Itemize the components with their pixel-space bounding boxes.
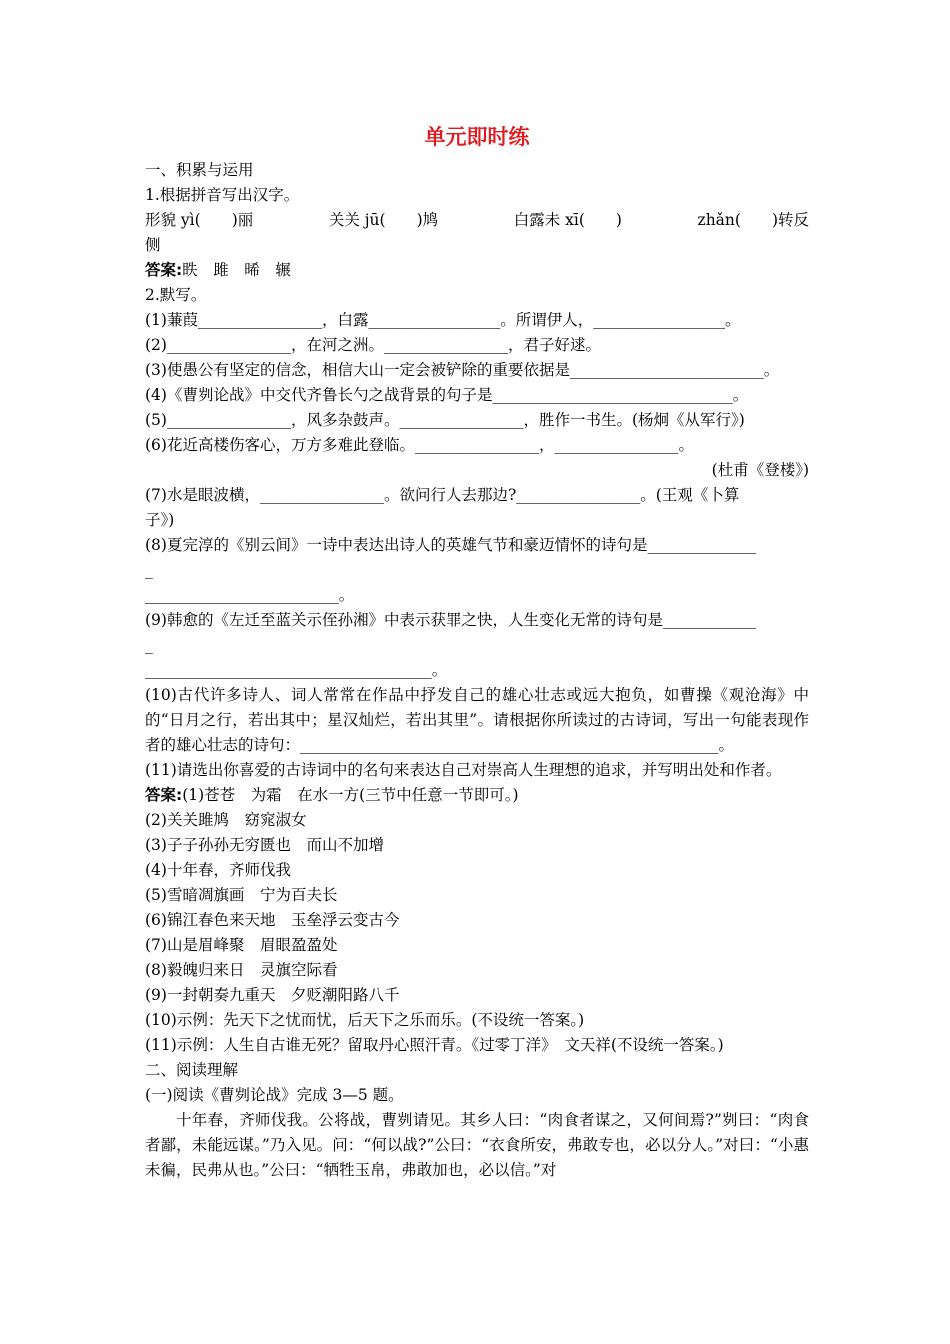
reading-heading: (一)阅读《曹刿论战》完成 3—5 题。 bbox=[145, 1086, 404, 1104]
question-1-items bbox=[145, 208, 809, 233]
question-2-answer bbox=[145, 783, 809, 808]
dictation-line-wrap: _ bbox=[145, 636, 153, 654]
answer-label: 答案: bbox=[145, 786, 183, 804]
dictation-line-wrap: _ bbox=[145, 561, 153, 579]
question-2-stem: 2.默写。 bbox=[145, 286, 207, 304]
dictation-line: (3)使愚公有坚定的信念，相信大山一定会被铲除的重要依据是_________________________。 bbox=[145, 361, 780, 379]
answer-line: (2)关关雎鸠 窈窕淑女 bbox=[145, 811, 307, 829]
pinyin-item: 白露未 xī( ) bbox=[513, 211, 622, 229]
dictation-line: (9)韩愈的《左迁至蓝关示侄孙湘》中表示获罪之快，人生变化无常的诗句是____________ bbox=[145, 611, 756, 629]
dictation-line: (8)夏完淳的《别云间》一诗中表达出诗人的英雄气节和豪迈情怀的诗句是______________ bbox=[145, 536, 756, 554]
document-page bbox=[145, 122, 809, 1183]
dictation-line-wrap: 子》) bbox=[145, 511, 175, 529]
dictation-source: (杜甫《登楼》) bbox=[711, 461, 809, 479]
pinyin-item: 形貌 yì( )丽 bbox=[145, 211, 254, 229]
answer-line: (7)山是眉峰聚 眉眼盈盈处 bbox=[145, 936, 338, 954]
answer-line: (8)毅魄归来日 灵旗空际看 bbox=[145, 961, 338, 979]
answer-line: (3)子子孙孙无穷匮也 而山不加增 bbox=[145, 836, 384, 854]
dictation-line: (7)水是眼波横，________________。欲问行人去那边?________________。(王观《卜算 bbox=[145, 486, 740, 504]
reading-passage: 十年春，齐师伐我。公将战，曹刿请见。其乡人曰：“肉食者谋之，又何间焉?”刿曰：“肉食者鄙，未能远谋。”乃入见。问：“何以战?”公曰：“衣食所安，弗敢专也，必以分人。”对曰：“小惠未徧，民弗从也。”公曰：“牺牲玉帛，弗敢加也，必以信。”对 bbox=[145, 1111, 809, 1179]
answer-label: 答案: bbox=[145, 261, 183, 279]
pinyin-item: zhǎn( )转反 bbox=[697, 211, 809, 229]
dictation-line: (11)请选出你喜爱的古诗词中的名句来表达自己对崇高人生理想的追求，并写明出处和作者。 bbox=[145, 761, 782, 779]
dictation-line: (10)古代许多诗人、词人常常在作品中抒发自己的雄心壮志或远大抱负，如曹操《观沧海》中的“日月之行，若出其中；星汉灿烂，若出其里”。请根据你所读过的古诗词，写出一句能表现作者的雄心壮志的诗句：______________________________________________________。 bbox=[145, 686, 809, 754]
dictation-line: (1)蒹葭________________，白露_________________。所谓伊人，_________________。 bbox=[145, 311, 741, 329]
pinyin-item: 关关 jū( )鸠 bbox=[328, 211, 439, 229]
question-1-wrap: 侧 bbox=[145, 236, 161, 254]
question-1-stem: 1.根据拼音写出汉字。 bbox=[145, 186, 300, 204]
page-title: 单元即时练 bbox=[424, 125, 530, 149]
section-heading-2: 二、阅读理解 bbox=[145, 1061, 239, 1079]
dictation-line: (5)________________，风多杂鼓声。________________，胜作一书生。(杨炯《从军行》) bbox=[145, 411, 745, 429]
answer-line: (4)十年春，齐师伐我 bbox=[145, 861, 291, 879]
answer-text: 眣 雎 晞 辗 bbox=[182, 261, 291, 279]
dictation-line-wrap: _________________________。 bbox=[145, 586, 355, 604]
answer-line: (11)示例：人生自古谁无死？留取丹心照汗青。《过零丁洋》 文天祥(不设统一答案。) bbox=[145, 1036, 724, 1054]
dictation-line: (2)________________，在河之洲。________________，君子好逑。 bbox=[145, 336, 601, 354]
section-heading-1: 一、积累与运用 bbox=[145, 161, 254, 179]
dictation-line: (4)《曹刿论战》中交代齐鲁长勺之战背景的句子是_______________________________。 bbox=[145, 386, 749, 404]
answer-text: (1)苍苍 为霜 在水一方(三节中任意一节即可。) bbox=[182, 786, 519, 804]
answer-line: (5)雪暗凋旗画 宁为百夫长 bbox=[145, 886, 338, 904]
dictation-line: (6)花近高楼伤客心，万方多难此登临。________________，________________。 bbox=[145, 436, 694, 454]
answer-line: (10)示例：先天下之忧而忧，后天下之乐而乐。(不设统一答案。) bbox=[145, 1011, 585, 1029]
dictation-line-wrap: _____________________________________。 bbox=[145, 661, 448, 679]
answer-line: (6)锦江春色来天地 玉垒浮云变古今 bbox=[145, 911, 400, 929]
answer-line: (9)一封朝奏九重天 夕贬潮阳路八千 bbox=[145, 986, 400, 1004]
question-1-answer bbox=[145, 258, 809, 283]
